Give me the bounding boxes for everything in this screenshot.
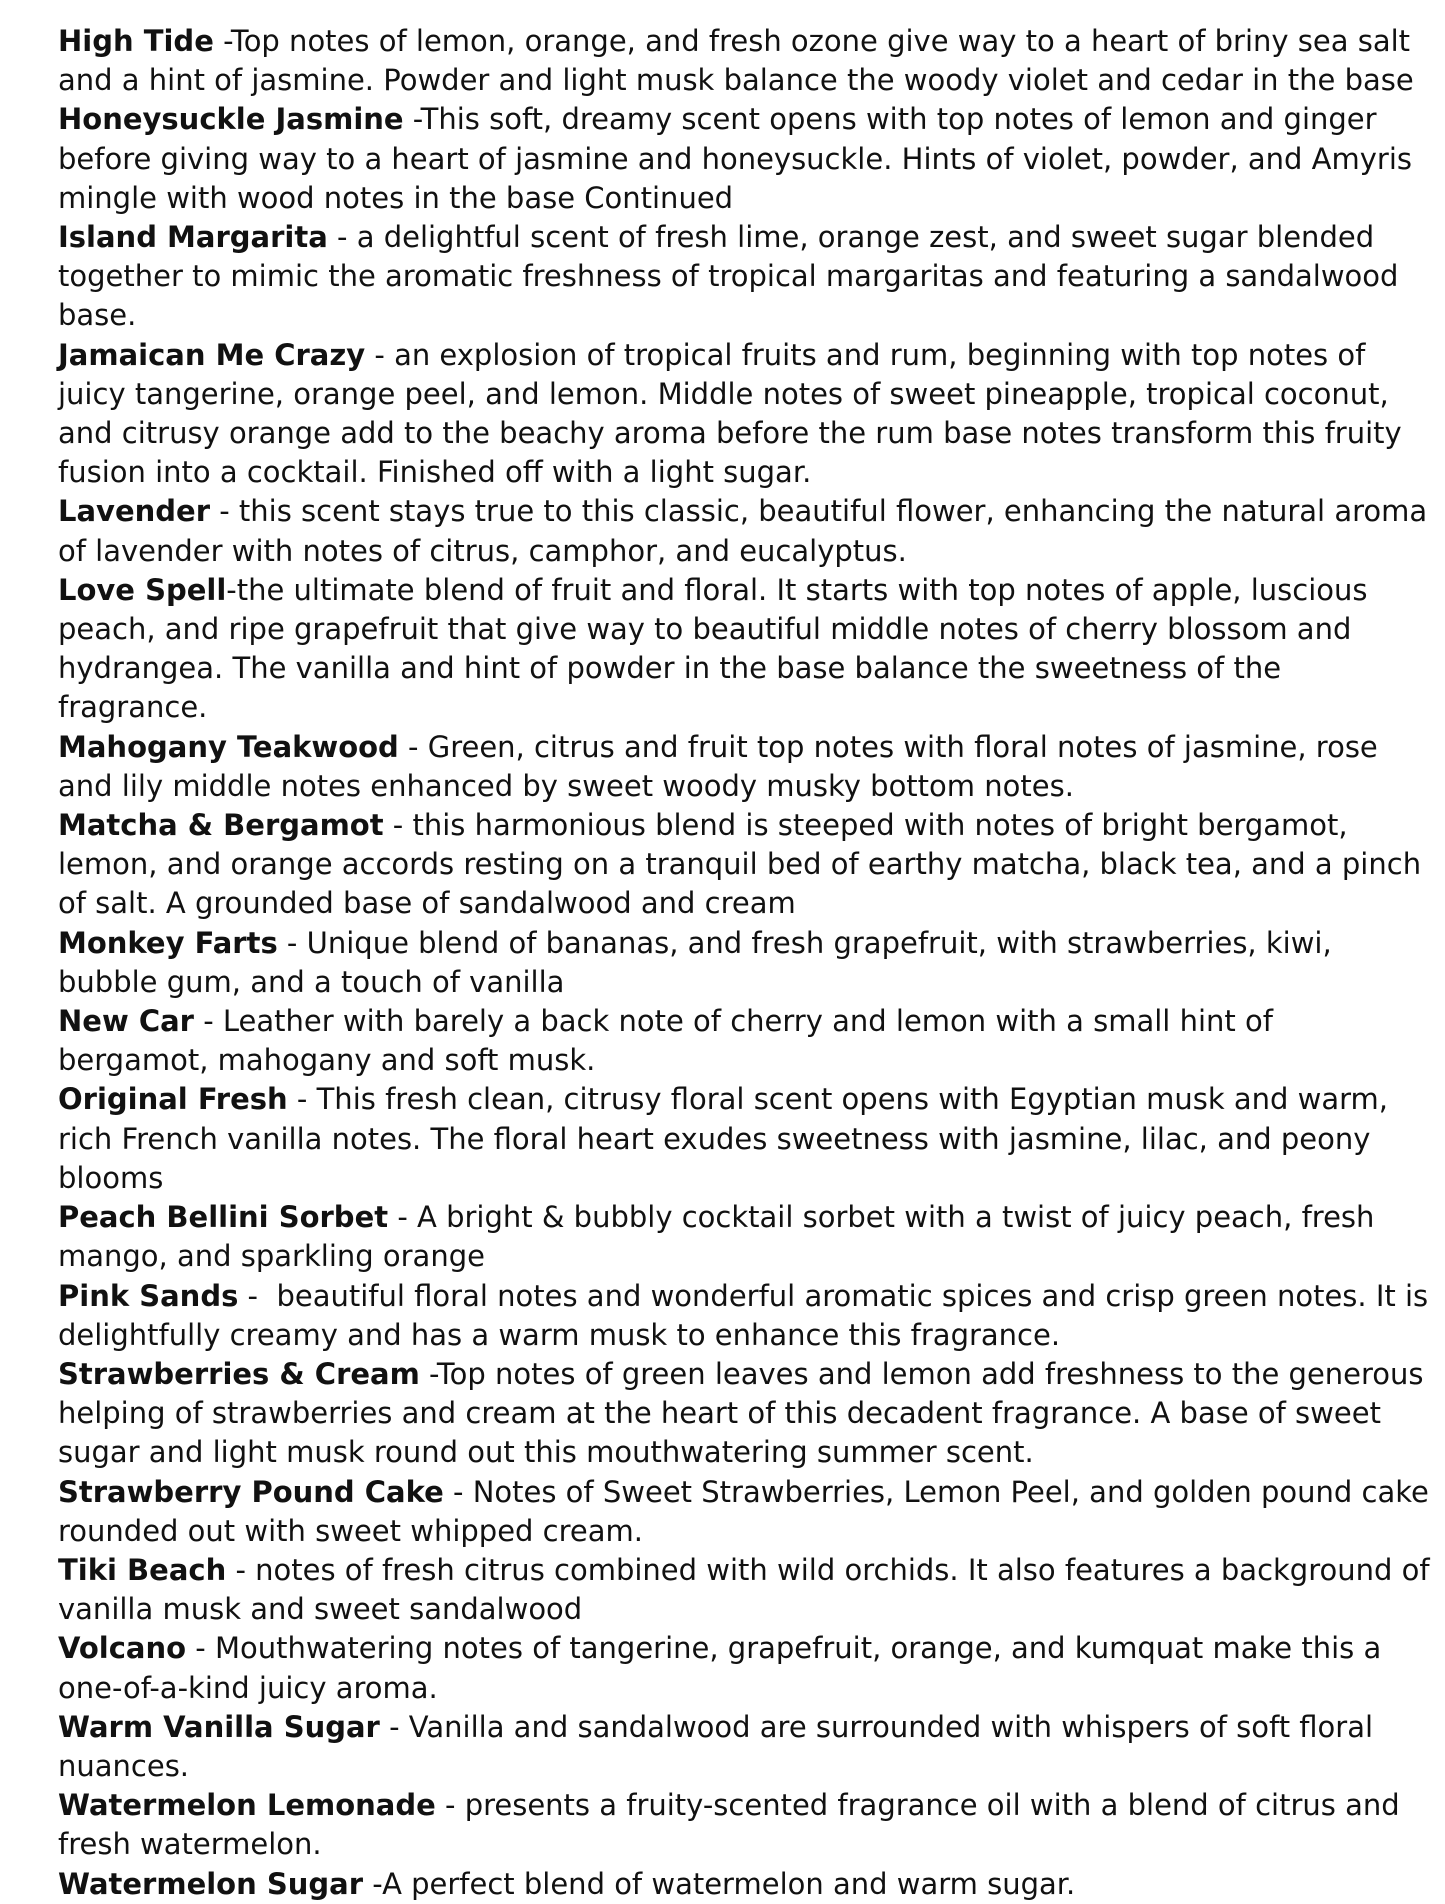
scent-name: Volcano bbox=[58, 1631, 187, 1666]
scent-separator: - bbox=[186, 1631, 215, 1666]
scent-description: presents a fruity-scented fragrance oil with a blend of citrus and fresh watermelon. bbox=[58, 1788, 1400, 1862]
scent-entry bbox=[58, 1473, 1430, 1551]
scent-description: Unique blend of bananas, and fresh grapefruit, with strawberries, kiwi, bubble gum, and a touch of vanilla bbox=[58, 925, 1332, 999]
scent-name: Watermelon Lemonade bbox=[58, 1788, 436, 1823]
scent-entry bbox=[58, 1080, 1430, 1198]
scent-description: This soft, dreamy scent opens with top notes of lemon and ginger before giving way to a heart of jasmine and honeysuckle. Hints of violet, powder, and Amyris mingle with wood notes in the base Continued bbox=[58, 102, 1413, 215]
scent-separator: - bbox=[419, 1356, 437, 1391]
scent-entry bbox=[58, 1551, 1430, 1629]
scent-name: Strawberry Pound Cake bbox=[58, 1474, 444, 1509]
scent-description: Vanilla and sandalwood are surrounded with whispers of soft floral nuances. bbox=[58, 1709, 1374, 1783]
scent-separator: - bbox=[327, 220, 357, 255]
scent-entry bbox=[58, 1198, 1430, 1276]
scent-separator: - bbox=[379, 1709, 409, 1744]
scent-description: Mouthwatering notes of tangerine, grapefruit, orange, and kumquat make this a one-of-a-kind juicy aroma. bbox=[58, 1631, 1382, 1705]
scent-description: notes of fresh citrus combined with wild orchids. It also features a background of vanilla musk and sweet sandalwood bbox=[58, 1552, 1430, 1627]
scent-entry bbox=[58, 218, 1430, 336]
scent-entry bbox=[58, 1786, 1430, 1864]
scent-entry bbox=[58, 571, 1430, 728]
scent-description: beautiful floral notes and wonderful aromatic spices and crisp green notes. It is delightfully creamy and has a warm musk to enhance this fragrance. bbox=[58, 1278, 1429, 1352]
scent-description: the ultimate blend of fruit and floral. It starts with top notes of apple, luscious peach, and ripe grapefruit that give way to beautiful middle notes of cherry blossom and hydrangea. The vanilla and hint of powder in the base balance the sweetness of the fragrance. bbox=[58, 572, 1368, 725]
scent-description: Top notes of green leaves and lemon add freshness to the generous helping of strawberries and cream at the heart of this decadent fragrance. A base of sweet sugar and light musk round out this mouthwatering summer scent. bbox=[58, 1356, 1424, 1470]
scent-name: Jamaican Me Crazy bbox=[58, 337, 366, 372]
scent-entry bbox=[58, 806, 1430, 924]
scent-separator: - bbox=[226, 572, 237, 607]
scent-separator: - bbox=[435, 1788, 465, 1823]
scent-description: A bright & bubbly cocktail sorbet with a twist of juicy peach, fresh mango, and sparkling orange bbox=[58, 1200, 1375, 1274]
scent-entry bbox=[58, 1002, 1430, 1080]
scent-separator: - bbox=[403, 102, 421, 137]
scent-description: an explosion of tropical fruits and rum, beginning with top notes of juicy tangerine, orange peel, and lemon. Middle notes of sweet pineapple, tropical coconut, and citrusy orange add to the beachy aroma before the rum base notes transform this fruity fusion into a cocktail. Finished off with a light sugar. bbox=[58, 337, 1402, 490]
scent-name: Mahogany Teakwood bbox=[58, 729, 399, 764]
scent-separator: - bbox=[365, 337, 395, 372]
scent-entry bbox=[58, 1629, 1430, 1707]
scent-entry bbox=[58, 100, 1430, 218]
scent-separator: - bbox=[383, 808, 413, 843]
scent-description: this harmonious blend is steeped with notes of bright bergamot, lemon, and orange accords resting on a tranquil bed of earthy matcha, black tea, and a pinch of salt. A grounded base of sandalwood and cream bbox=[58, 808, 1422, 921]
scent-name: Matcha & Bergamot bbox=[58, 808, 384, 843]
scent-separator: - bbox=[388, 1200, 418, 1235]
scent-entry bbox=[58, 1708, 1430, 1786]
scent-name: Honeysuckle Jasmine bbox=[58, 102, 404, 137]
scent-description: a delightful scent of fresh lime, orange zest, and sweet sugar blended together to mimic the aromatic freshness of tropical margaritas and featuring a sandalwood base. bbox=[58, 220, 1399, 333]
scent-separator: - bbox=[238, 1278, 277, 1313]
scent-entry bbox=[58, 1355, 1430, 1473]
scent-name: Original Fresh bbox=[58, 1082, 288, 1117]
scent-description: A perfect blend of watermelon and warm sugar. bbox=[382, 1866, 1076, 1901]
scent-description: Notes of Sweet Strawberries, Lemon Peel, and golden pound cake rounded out with sweet whipped cream. bbox=[58, 1474, 1429, 1548]
scent-name: High Tide bbox=[58, 24, 214, 58]
scent-separator: - bbox=[226, 1552, 256, 1587]
scent-entry bbox=[58, 22, 1430, 100]
scent-entry bbox=[58, 492, 1430, 570]
scent-name: Strawberries & Cream bbox=[58, 1356, 420, 1391]
scent-list bbox=[58, 22, 1430, 1904]
scent-separator: - bbox=[193, 1004, 223, 1039]
scent-name: Island Margarita bbox=[58, 220, 328, 255]
scent-description: this scent stays true to this classic, beautiful flower, enhancing the natural aroma of lavender with notes of citrus, camphor, and eucalyptus. bbox=[58, 494, 1428, 568]
scent-description: Green, citrus and fruit top notes with floral notes of jasmine, rose and lily middle notes enhanced by sweet woody musky bottom notes. bbox=[58, 729, 1378, 803]
scent-separator: - bbox=[443, 1474, 473, 1509]
scent-separator: - bbox=[210, 494, 239, 529]
scent-entry bbox=[58, 1865, 1430, 1904]
scent-entry bbox=[58, 1277, 1430, 1355]
scent-name: Watermelon Sugar bbox=[58, 1866, 364, 1901]
scent-name: Pink Sands bbox=[58, 1278, 239, 1313]
scent-name: Monkey Farts bbox=[58, 925, 278, 960]
scent-name: Tiki Beach bbox=[58, 1552, 227, 1587]
scent-entry bbox=[58, 728, 1430, 806]
scent-description: Leather with barely a back note of cherry and lemon with a small hint of bergamot, mahogany and soft musk. bbox=[58, 1004, 1273, 1078]
scent-name: Love Spell bbox=[58, 572, 227, 607]
scent-name: Peach Bellini Sorbet bbox=[58, 1200, 389, 1235]
scent-name: New Car bbox=[58, 1004, 194, 1039]
scent-separator: - bbox=[363, 1866, 383, 1901]
scent-entry bbox=[58, 336, 1430, 493]
scent-separator: - bbox=[287, 1082, 317, 1117]
scent-entry bbox=[58, 924, 1430, 1002]
scent-separator: - bbox=[213, 24, 231, 58]
scent-separator: - bbox=[398, 729, 428, 764]
scent-name: Lavender bbox=[58, 494, 210, 529]
scent-separator: - bbox=[277, 925, 307, 960]
scent-description: Top notes of lemon, orange, and fresh ozone give way to a heart of briny sea salt and a hint of jasmine. Powder and light musk balance the woody violet and cedar in the base bbox=[58, 24, 1414, 98]
scent-description: This fresh clean, citrusy floral scent opens with Egyptian musk and warm, rich French vanilla notes. The floral heart exudes sweetness with jasmine, lilac, and peony blooms bbox=[58, 1082, 1388, 1195]
scent-name: Warm Vanilla Sugar bbox=[58, 1709, 380, 1744]
